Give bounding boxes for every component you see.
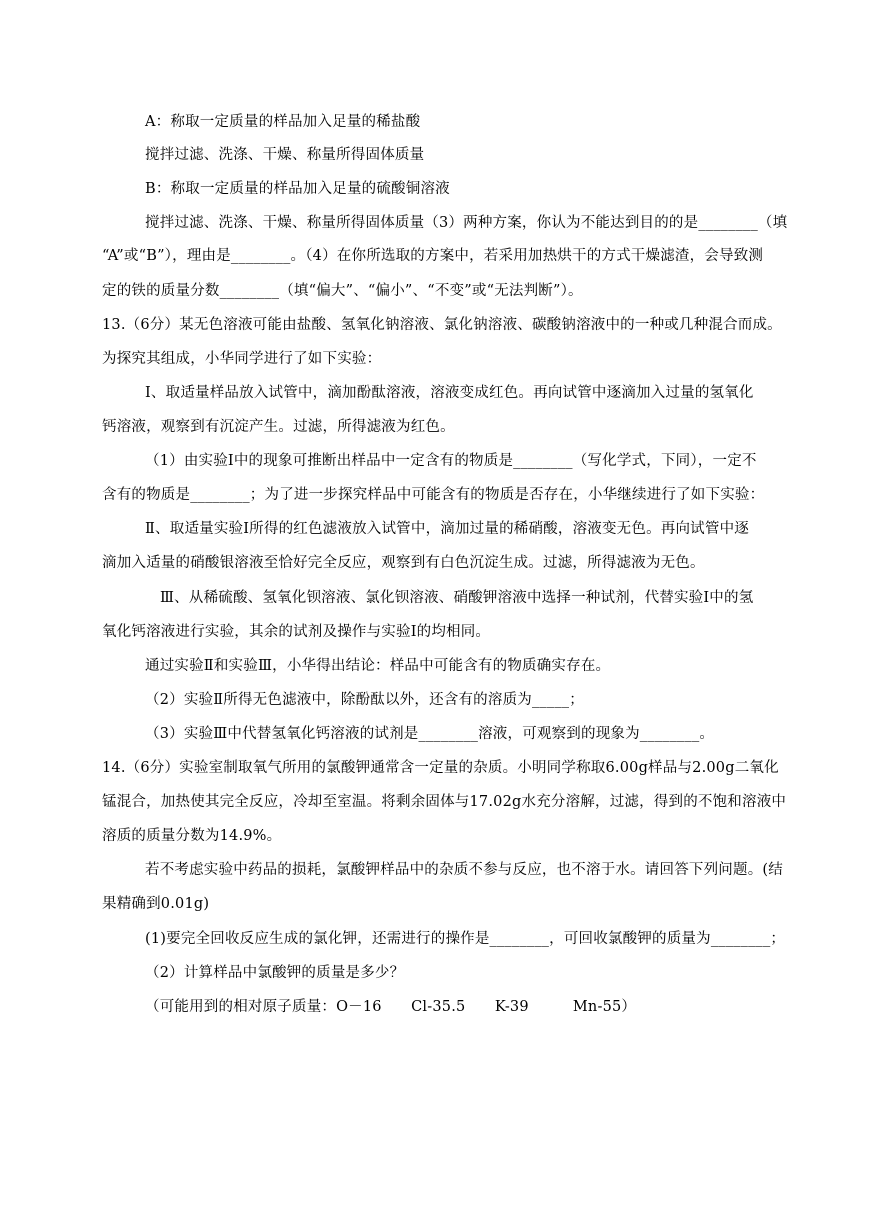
question-13-part1-line: （1）由实验Ⅰ中的现象可推断出样品中一定含有的物质是________（写化学式，下同），一定不 <box>145 453 757 469</box>
atomic-mass-line: （可能用到的相对原子质量：O－16 Cl-35.5 K-39 Mn-55） <box>145 999 637 1015</box>
option-b-line: B：称取一定质量的样品加入足量的硫酸铜溶液 <box>145 181 450 197</box>
conclusion-line: 通过实验Ⅱ和实验Ⅲ，小华得出结论：样品中可能含有的物质确实存在。 <box>145 658 611 674</box>
question-13-part3-line: （3）实验Ⅲ中代替氢氧化钙溶液的试剂是________溶液，可观察到的现象为________。 <box>145 726 715 742</box>
question-13-part2-line: （2）实验Ⅱ所得无色滤液中，除酚酞以外，还含有的溶质为_____； <box>145 692 584 708</box>
option-a-line: A：称取一定质量的样品加入足量的稀盐酸 <box>145 114 421 130</box>
experiment-3-line: Ⅲ、从稀硫酸、氢氧化钡溶液、氯化钡溶液、硝酸钾溶液中选择一种试剂，代替实验Ⅰ中的氢 <box>160 590 754 606</box>
question-14-title: 14.（6分）实验室制取氧气所用的氯酸钾通常含一定量的杂质。小明同学称取6.00g样品与2.00g二氧化 <box>102 760 779 776</box>
question-14-part2-line: （2）计算样品中氯酸钾的质量是多少？ <box>145 965 405 981</box>
question-12-part3-line: 搅拌过滤、洗涤、干燥、称量所得固体质量（3）两种方案，你认为不能达到目的的是________（填 <box>145 215 788 231</box>
option-a-step-line: 搅拌过滤、洗涤、干燥、称量所得固体质量 <box>145 147 425 163</box>
question-13-intro: 为探究其组成，小华同学进行了如下实验： <box>102 351 382 367</box>
question-14-condition-cont-line: 果精确到0.01g) <box>102 896 210 912</box>
experiment-2-line: Ⅱ、取适量实验Ⅰ所得的红色滤液放入试管中，滴加过量的稀硝酸，溶液变无色。再向试管中逐 <box>145 521 749 537</box>
experiment-1-cont-line: 钙溶液，观察到有沉淀产生。过滤，所得滤液为红色。 <box>102 419 455 435</box>
experiment-3-cont-line: 氧化钙溶液进行实验，其余的试剂及操作与实验Ⅰ的均相同。 <box>102 624 491 640</box>
question-14-line-2: 锰混合，加热使其完全反应，冷却至室温。将剩余固体与17.02g水充分溶解，过滤，得到的不饱和溶液中 <box>102 794 787 810</box>
question-12-part4-line: “A”或“B”），理由是________。（4）在你所选取的方案中，若采用加热烘干的方式干燥滤渣，会导致测 <box>102 248 764 264</box>
question-13-title: 13.（6分）某无色溶液可能由盐酸、氢氧化钠溶液、氯化钠溶液、碳酸钠溶液中的一种或几种混合而成。 <box>102 317 782 333</box>
question-13-part1-cont-line: 含有的物质是________；为了进一步探究样品中可能含有的物质是否存在，小华继续进行了如下实验： <box>102 487 765 503</box>
experiment-1-line: Ⅰ、取适量样品放入试管中，滴加酚酞溶液，溶液变成红色。再向试管中逐滴加入过量的氢氧化 <box>145 385 754 401</box>
question-14-line-3: 溶质的质量分数为14.9%。 <box>102 828 282 844</box>
question-14-part1-line: (1)要完全回收反应生成的氯化钾，还需进行的操作是________，可回收氯酸钾的质量为________； <box>145 931 786 947</box>
question-12-end-line: 定的铁的质量分数________（填“偏大”、“偏小”、“不变”或“无法判断”）。 <box>102 283 583 299</box>
question-14-condition-line: 若不考虑实验中药品的损耗，氯酸钾样品中的杂质不参与反应，也不溶于水。请回答下列问题。(结 <box>145 862 783 878</box>
experiment-2-cont-line: 滴加入适量的硝酸银溶液至恰好完全反应，观察到有白色沉淀生成。过滤，所得滤液为无色。 <box>102 555 705 571</box>
